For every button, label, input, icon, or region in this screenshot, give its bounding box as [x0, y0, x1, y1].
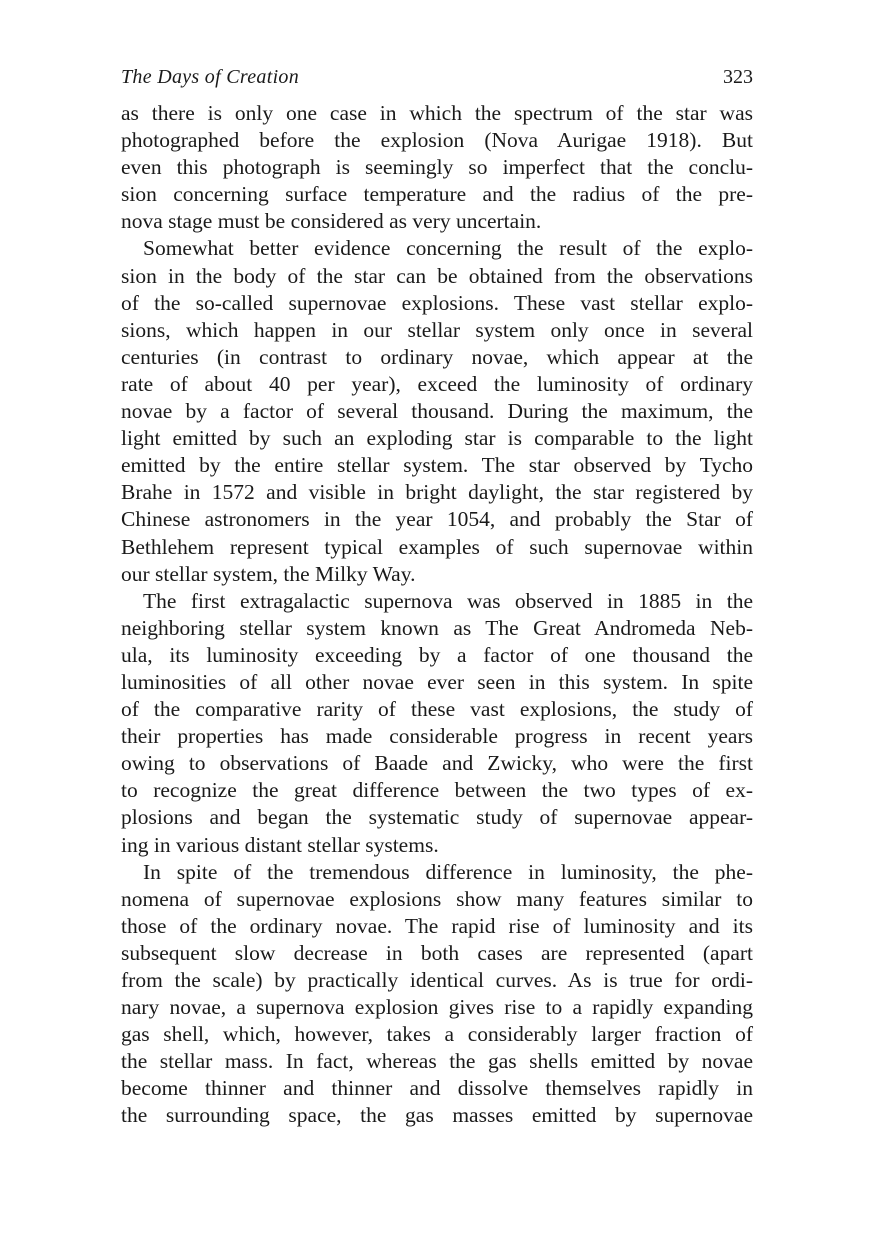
text-line: subsequent slow decrease in both cases are represented (apart: [121, 940, 753, 965]
text-line: Bethlehem represent typical examples of such supernovae within: [121, 534, 753, 559]
text-line: nary novae, a supernova explosion gives rise to a rapidly expanding: [121, 995, 753, 1020]
text-line: sion in the body of the star can be obtained from the observations: [121, 263, 753, 288]
text-line: nomena of supernovae explosions show many features similar to: [121, 886, 753, 911]
text-line: neighboring stellar system known as The Great Andromeda Neb-: [121, 615, 753, 640]
text-line: the stellar mass. In fact, whereas the gas shells emitted by novae: [121, 1049, 753, 1074]
text-line: become thinner and thinner and dissolve themselves rapidly in: [121, 1076, 753, 1101]
text-line: as there is only one case in which the spectrum of the star was: [121, 101, 753, 125]
text-line: novae by a factor of several thousand. During the maximum, the: [121, 399, 753, 424]
text-line: of the so-called supernovae explosions. These vast stellar explo-: [121, 290, 753, 315]
text-line: owing to observations of Baade and Zwicky, who were the first: [121, 751, 753, 776]
text-line: The first extragalactic supernova was observed in 1885 in the: [143, 588, 753, 613]
text-line: nova stage must be considered as very uncertain.: [121, 209, 542, 234]
book-title: The Days of Creation: [121, 66, 300, 88]
text-line: the surrounding space, the gas masses emitted by supernovae: [121, 1103, 753, 1128]
text-line: of the comparative rarity of these vast explosions, the study of: [121, 697, 753, 722]
text-line: to recognize the great difference between the two types of ex-: [121, 778, 753, 803]
text-line: even this photograph is seemingly so imperfect that the conclu-: [121, 155, 753, 180]
page-number: 323: [723, 66, 753, 88]
text-line: plosions and began the systematic study of supernovae appear-: [121, 805, 753, 830]
text-line: Somewhat better evidence concerning the result of the explo-: [143, 236, 753, 261]
text-line: our stellar system, the Milky Way.: [121, 561, 416, 586]
body-text: [121, 100, 753, 1130]
text-line: In spite of the tremendous difference in luminosity, the phe-: [143, 859, 753, 884]
text-line: sion concerning surface temperature and the radius of the pre-: [121, 182, 753, 207]
text-line: photographed before the explosion (Nova Aurigae 1918). But: [121, 128, 753, 153]
text-line: those of the ordinary novae. The rapid rise of luminosity and its: [121, 913, 753, 938]
running-head: [121, 66, 753, 94]
text-line: gas shell, which, however, takes a considerably larger fraction of: [121, 1022, 753, 1047]
text-line: luminosities of all other novae ever seen in this system. In spite: [121, 669, 753, 694]
text-line: their properties has made considerable progress in recent years: [121, 724, 753, 749]
text-line: rate of about 40 per year), exceed the luminosity of ordinary: [121, 371, 753, 396]
text-line: light emitted by such an exploding star is comparable to the light: [121, 426, 753, 451]
text-line: Brahe in 1572 and visible in bright daylight, the star registered by: [121, 480, 753, 505]
text-line: Chinese astronomers in the year 1054, and probably the Star of: [121, 507, 753, 532]
text-line: centuries (in contrast to ordinary novae, which appear at the: [121, 344, 753, 369]
text-line: emitted by the entire stellar system. The star observed by Tycho: [121, 453, 753, 478]
text-line: ing in various distant stellar systems.: [121, 832, 439, 857]
text-line: from the scale) by practically identical curves. As is true for ordi-: [121, 968, 753, 992]
text-line: ula, its luminosity exceeding by a factor of one thousand the: [121, 642, 753, 667]
text-line: sions, which happen in our stellar system only once in several: [121, 317, 753, 342]
